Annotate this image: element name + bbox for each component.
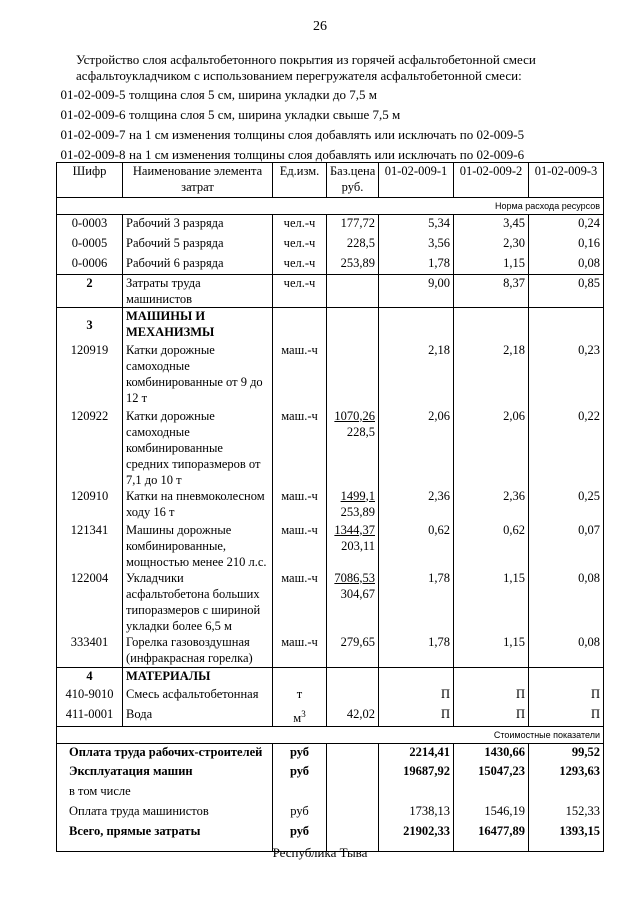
header-cell: 01-02-009-2 — [454, 163, 529, 198]
header-cell: 01-02-009-1 — [379, 163, 454, 198]
price-wage: 228,5 — [346, 424, 375, 439]
row-value: 0,08 — [529, 570, 604, 634]
row-code: 333401 — [57, 634, 123, 668]
page-number: 26 — [313, 19, 327, 34]
row-code: 120922 — [57, 408, 123, 488]
row-code: 0-0005 — [57, 235, 123, 255]
row-value: 0,25 — [529, 488, 604, 522]
row-value: 0,08 — [529, 255, 604, 275]
unit-text: м — [293, 710, 302, 725]
row-code: 120919 — [57, 342, 123, 408]
table-row — [57, 488, 604, 522]
code: 01-02-009-6 — [60, 107, 126, 122]
code: 01-02-009-8 — [60, 147, 126, 162]
total-value: 21902,33 — [379, 823, 454, 851]
row-value: 1,15 — [454, 255, 529, 275]
total-value: 16477,89 — [454, 823, 529, 851]
row-value: 2,36 — [379, 488, 454, 522]
price-total: 1499,1 — [340, 488, 375, 503]
unit-sup: 3 — [301, 708, 306, 719]
header-cell: Ед.изм. — [273, 163, 327, 198]
row-name: Катки дорожные самоходные комбинированные от 9 до 12 т — [123, 342, 273, 408]
row-name: Рабочий 5 разряда — [123, 235, 273, 255]
row-value: П — [454, 706, 529, 727]
row-value: 2,06 — [454, 408, 529, 488]
row-value: 0,23 — [529, 342, 604, 408]
row-name: Вода — [123, 706, 273, 727]
row-code: 411-0001 — [57, 706, 123, 727]
table-row — [57, 706, 604, 727]
row-code: 122004 — [57, 570, 123, 634]
code-desc: толщина слоя 5 см, ширина укладки свыше 7,5 м — [129, 107, 401, 122]
price-total: 1070,26 — [334, 408, 375, 423]
total-row — [57, 763, 604, 783]
norm-label-row — [57, 198, 604, 215]
code-desc: на 1 см изменения толщины слоя добавлять или исключать по 02-009-5 — [129, 127, 525, 142]
total-name: Оплата труда рабочих-строителей — [57, 743, 273, 763]
row-value: 2,18 — [379, 342, 454, 408]
section-row — [57, 308, 604, 342]
row-unit: чел.-ч — [273, 235, 327, 255]
code-list — [57, 85, 627, 165]
row-value: 0,08 — [529, 634, 604, 668]
total-unit: руб — [273, 803, 327, 823]
price-total: 7086,53 — [334, 570, 375, 585]
table-row — [57, 342, 604, 408]
row-code: 0-0003 — [57, 215, 123, 235]
row-unit — [273, 706, 327, 727]
table-row — [57, 634, 604, 668]
total-value: 152,33 — [529, 803, 604, 823]
section-row — [57, 668, 604, 686]
row-code: 410-9010 — [57, 686, 123, 706]
row-name: Рабочий 6 разряда — [123, 255, 273, 275]
total-value: 99,52 — [529, 743, 604, 763]
section-title: МАШИНЫ И МЕХАНИЗМЫ — [123, 308, 273, 342]
code: 01-02-009-5 — [60, 87, 126, 102]
row-price: 279,65 — [327, 634, 379, 668]
table-row — [57, 570, 604, 634]
header-cell: 01-02-009-3 — [529, 163, 604, 198]
row-value: 0,22 — [529, 408, 604, 488]
total-row — [57, 743, 604, 763]
row-value: 0,62 — [454, 522, 529, 570]
resource-table — [56, 162, 604, 852]
row-code: 121341 — [57, 522, 123, 570]
section-code: 3 — [57, 308, 123, 342]
row-value: 3,45 — [454, 215, 529, 235]
row-value: 2,06 — [379, 408, 454, 488]
row-price — [327, 275, 379, 308]
row-unit: чел.-ч — [273, 275, 327, 308]
intro-text: Устройство слоя асфальтобетонного покрытия из горячей асфальтобетонной смеси асфальтоукладчиком с использованием перегружателя асфальтобетонной смеси: — [76, 52, 536, 83]
row-name: Катки на пневмоколесном ходу 16 т — [123, 488, 273, 522]
row-price — [327, 686, 379, 706]
cost-label-row — [57, 726, 604, 743]
total-unit: руб — [273, 763, 327, 783]
table-row — [57, 408, 604, 488]
row-unit: маш.-ч — [273, 522, 327, 570]
row-value: 2,18 — [454, 342, 529, 408]
row-price: 228,5 — [327, 235, 379, 255]
table-row — [57, 522, 604, 570]
header-cell: Наименование элемента затрат — [123, 163, 273, 198]
row-value: 0,62 — [379, 522, 454, 570]
row-value: 2,30 — [454, 235, 529, 255]
table-header — [57, 163, 604, 198]
price-wage: 203,11 — [341, 538, 375, 553]
total-value: 1430,66 — [454, 743, 529, 763]
row-value: П — [379, 686, 454, 706]
row-name: Укладчики асфальтобетона больших типоразмеров с шириной укладки более 6,5 м — [123, 570, 273, 634]
row-name: Рабочий 3 разряда — [123, 215, 273, 235]
row-price: 253,89 — [327, 255, 379, 275]
total-name: в том числе — [57, 783, 273, 803]
section-code: 4 — [57, 668, 123, 686]
row-name: Катки дорожные самоходные комбинированные средних типоразмеров от 7,1 до 10 т — [123, 408, 273, 488]
table-row — [57, 235, 604, 255]
cost-label: Стоимостные показатели — [57, 726, 604, 743]
row-value: П — [529, 686, 604, 706]
row-name: Машины дорожные комбинированные, мощностью менее 210 л.с. — [123, 522, 273, 570]
header-cell: Баз.цена руб. — [327, 163, 379, 198]
row-unit: т — [273, 686, 327, 706]
total-row — [57, 803, 604, 823]
total-value: 1393,15 — [529, 823, 604, 851]
row-value: 1,78 — [379, 255, 454, 275]
row-value: 1,15 — [454, 570, 529, 634]
footer-region: Республика Тыва — [272, 845, 368, 860]
row-value: 0,16 — [529, 235, 604, 255]
total-value: 15047,23 — [454, 763, 529, 783]
header-cell: Шифр — [57, 163, 123, 198]
row-unit: чел.-ч — [273, 215, 327, 235]
total-value: 19687,92 — [379, 763, 454, 783]
row-value: 2,36 — [454, 488, 529, 522]
section-title: МАТЕРИАЛЫ — [123, 668, 273, 686]
price-wage: 253,89 — [340, 504, 375, 519]
row-unit: маш.-ч — [273, 408, 327, 488]
row-code: 120910 — [57, 488, 123, 522]
norm-label: Норма расхода ресурсов — [57, 198, 604, 215]
row-value: 8,37 — [454, 275, 529, 308]
code-item — [57, 85, 627, 105]
total-value: 2214,41 — [379, 743, 454, 763]
code-item — [57, 125, 627, 145]
table-row — [57, 275, 604, 308]
price-wage: 304,67 — [340, 586, 375, 601]
code: 01-02-009-7 — [60, 127, 126, 142]
code-desc: толщина слоя 5 см, ширина укладки до 7,5 м — [129, 87, 377, 102]
total-value: 1293,63 — [529, 763, 604, 783]
row-unit: маш.-ч — [273, 634, 327, 668]
row-value: 1,78 — [379, 634, 454, 668]
row-value: 3,56 — [379, 235, 454, 255]
row-value: 1,15 — [454, 634, 529, 668]
price-total: 1344,37 — [334, 522, 375, 537]
row-value: 0,85 — [529, 275, 604, 308]
total-unit: руб — [273, 743, 327, 763]
code-desc: на 1 см изменения толщины слоя добавлять или исключать по 02-009-6 — [129, 147, 525, 162]
total-unit: руб — [273, 823, 327, 851]
total-value: 1546,19 — [454, 803, 529, 823]
total-name: Эксплуатация машин — [57, 763, 273, 783]
table-row — [57, 255, 604, 275]
row-value: 0,07 — [529, 522, 604, 570]
row-value: 5,34 — [379, 215, 454, 235]
row-unit: чел.-ч — [273, 255, 327, 275]
row-unit: маш.-ч — [273, 570, 327, 634]
row-value: П — [379, 706, 454, 727]
row-value: П — [529, 706, 604, 727]
row-code: 0-0006 — [57, 255, 123, 275]
row-name: Горелка газовоздушная (инфракрасная горелка) — [123, 634, 273, 668]
row-price: 177,72 — [327, 215, 379, 235]
row-price: 42,02 — [327, 706, 379, 727]
row-value: 1,78 — [379, 570, 454, 634]
total-name: Всего, прямые затраты — [57, 823, 273, 851]
row-name: Затраты труда машинистов — [123, 275, 273, 308]
row-code: 2 — [57, 275, 123, 308]
code-item — [57, 105, 627, 125]
row-value: П — [454, 686, 529, 706]
total-row — [57, 783, 604, 803]
total-value: 1738,13 — [379, 803, 454, 823]
row-unit: маш.-ч — [273, 342, 327, 408]
table-row — [57, 215, 604, 235]
row-unit: маш.-ч — [273, 488, 327, 522]
table-row — [57, 686, 604, 706]
total-name: Оплата труда машинистов — [57, 803, 273, 823]
row-value: 0,24 — [529, 215, 604, 235]
row-value: 9,00 — [379, 275, 454, 308]
row-name: Смесь асфальтобетонная — [123, 686, 273, 706]
